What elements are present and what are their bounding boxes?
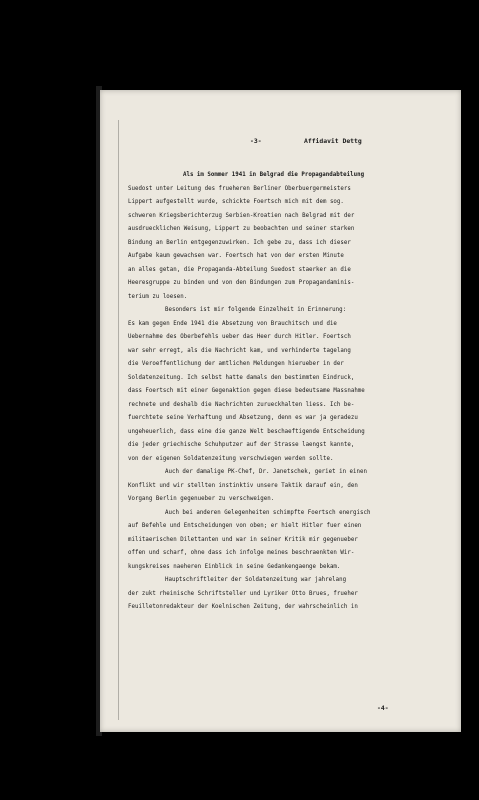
text-line: Bindung an Berlin entgegenzuwirken. Ich gebe zu, dass ich dieser <box>128 239 351 246</box>
paragraph-3 <box>128 466 438 507</box>
text-line: offen und scharf, ohne dass ich infolge meines beschraenkten Wir- <box>128 550 355 556</box>
text-line: Aufgabe kaum gewachsen war. Foertsch hat von der ersten Minute <box>128 253 344 259</box>
text-line: der zukt rheinische Schriftsteller und Lyriker Otto Brues, frueher <box>128 590 358 597</box>
text-line: von der eigenen Soldatenzeitung verschwiegen werden sollte. <box>128 455 334 462</box>
text-line: fuerchtete seine Verhaftung und Absetzung, denn es war ja geradezu <box>128 415 358 421</box>
document-body <box>128 169 438 615</box>
text-line: ausdruecklichen Weisung, Lippert zu beobachten und seiner starken <box>128 226 355 232</box>
text-line: Suedost unter Leitung des frueheren Berliner Oberbuergermeisters <box>128 185 351 192</box>
text-line: ungeheuerlich, dass eine die ganze Welt beschaeftigende Entscheidung <box>128 428 365 435</box>
paragraph-2 <box>128 304 438 466</box>
text-line: war sehr erregt, als die Nachricht kam, und verhinderte tagelang <box>128 347 351 354</box>
page-number: -3- <box>250 137 262 145</box>
text-line: an alles getan, die Propaganda-Abteilung Suedost staerker an die <box>128 266 351 273</box>
text-line: Als im Sommer 1941 in Belgrad die Propagandabteilung <box>183 172 365 178</box>
page-fold-line <box>118 120 119 720</box>
text-line: Hauptschriftleiter der Soldatenzeitung war jahrelang <box>165 577 347 583</box>
text-line: rechnete und deshalb die Nachrichten zurueckhalten liess. Ich be- <box>128 401 355 408</box>
text-line: die jeder griechische Schuhputzer auf der Strasse laengst kannte, <box>128 442 355 448</box>
paragraph-4 <box>128 507 438 575</box>
text-line: Auch der damalige PK-Chef, Dr. Janetschek, geriet in einen <box>165 469 367 475</box>
text-line: Soldatenzeitung. Ich selbst hatte damals den bestimmten Eindruck, <box>128 374 355 381</box>
text-line: Uebernahme des Oberbefehls ueber das Heer durch Hitler. Foertsch <box>128 334 351 340</box>
text-line: die Veroeffentlichung der amtlichen Meldungen hierueber in der <box>128 361 344 367</box>
text-line: Vorgang Berlin gegenueber zu verschweigen. <box>128 496 275 502</box>
text-line: kungskreises naeheren Einblick in seine Gedankengaenge bekam. <box>128 563 341 570</box>
paragraph-1 <box>128 169 438 304</box>
text-line: schweren Kriegsberichterzug Serbien-Kroatien nach Belgrad mit der <box>128 212 355 219</box>
text-line: auf Befehle und Entscheidungen von oben; er hielt Hitler fuer einen <box>128 523 362 529</box>
next-page-marker: -4- <box>377 704 389 712</box>
text-line: terium zu loesen. <box>128 293 188 300</box>
text-line: militaerischen Dilettanten und war in seiner Kritik mir gegenueber <box>128 536 358 543</box>
text-line: Besonders ist mir folgende Einzelheit in Erinnerung: <box>165 307 347 313</box>
text-line: dass Foertsch mit einer Gegenaktion gegen diese bedeutsame Massnahme <box>128 388 365 394</box>
document-label: Affidavit Dettg <box>304 137 362 145</box>
text-line: Heeresgruppe zu binden und von den Bindungen zum Propagandaminis- <box>128 280 355 286</box>
text-line: Konflikt und wir stellten instinktiv unsere Taktik darauf ein, den <box>128 482 358 489</box>
text-line: Lippert aufgestellt wurde, schickte Foertsch mich mit dem sog. <box>128 199 344 205</box>
paragraph-5 <box>128 574 438 615</box>
text-line: Es kam gegen Ende 1941 die Absetzung von Brauchitsch und die <box>128 320 337 327</box>
text-line: Auch bei anderen Gelegenheiten schimpfte Foertsch energisch <box>165 509 371 516</box>
text-line: Feuilletonredakteur der Koelnischen Zeitung, der wahrscheinlich in <box>128 604 358 610</box>
